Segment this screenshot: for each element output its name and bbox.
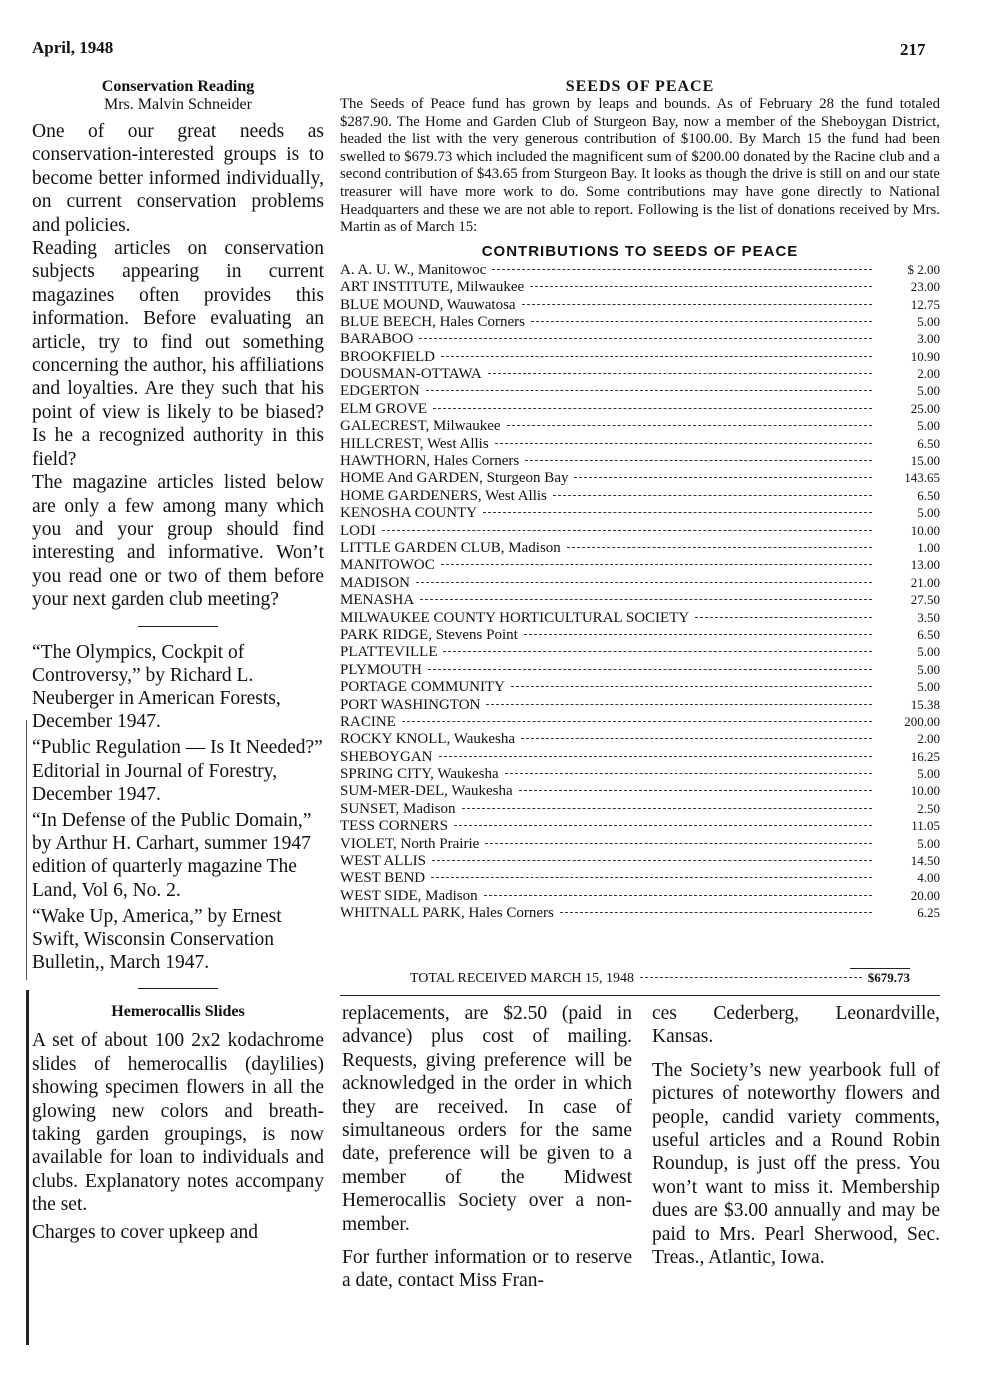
- contribution-row: [340, 436, 940, 453]
- contribution-row: [340, 592, 940, 609]
- article-ref: “Public Regulation — Is It Needed?” Editorial in Journal of Forestry, December 1947.: [32, 737, 323, 805]
- contribution-row: [340, 836, 940, 853]
- leader: [484, 895, 872, 896]
- hemerocallis-body: [32, 1029, 324, 1244]
- leader: [454, 825, 872, 826]
- contributor-name: HOME And GARDEN, Sturgeon Bay: [340, 470, 569, 487]
- leader: [521, 738, 872, 739]
- contribution-row: [340, 627, 940, 644]
- contribution-amount: 11.05: [911, 818, 940, 834]
- leader: [560, 912, 872, 913]
- contribution-amount: 6.25: [917, 905, 940, 921]
- contribution-amount: 5.00: [917, 679, 940, 695]
- contributor-name: LODI: [340, 522, 376, 539]
- contributor-name: WHITNALL PARK, Hales Corners: [340, 905, 554, 922]
- contributor-name: SHEBOYGAN: [340, 748, 433, 765]
- contributions-title: CONTRIBUTIONS TO SEEDS OF PEACE: [481, 242, 799, 260]
- contribution-amount: 12.75: [910, 296, 940, 312]
- contribution-row: [340, 297, 940, 314]
- leader: [488, 373, 872, 374]
- contribution-row: [340, 401, 940, 418]
- contribution-row: [340, 488, 940, 505]
- contribution-amount: 10.00: [910, 783, 940, 799]
- leader: [522, 304, 872, 305]
- contributor-name: HAWTHORN, Hales Corners: [340, 453, 520, 470]
- contribution-row: [340, 731, 940, 748]
- leader: [483, 512, 872, 513]
- hemerocallis-continued: [342, 1002, 632, 1293]
- paragraph: For further information or to reserve a date, contact Miss Fran-: [342, 1247, 632, 1292]
- contributor-name: HILLCREST, West Allis: [340, 435, 489, 452]
- contributor-name: SUNSET, Madison: [340, 800, 456, 817]
- paragraph: ces Cederberg, Leonardville, Kansas.: [652, 1003, 940, 1048]
- leader: [441, 356, 872, 357]
- contributor-name: WEST ALLIS: [340, 853, 426, 870]
- article-ref: “The Olympics, Cockpit of Controversy,” by Richard L. Neuberger in American Forests, December 1947.: [32, 641, 281, 733]
- contribution-row: [340, 662, 940, 679]
- leader: [495, 443, 872, 444]
- contribution-amount: 10.90: [910, 348, 940, 364]
- contributor-name: BLUE MOUND, Wauwatosa: [340, 296, 516, 313]
- leader: [531, 321, 872, 322]
- leader: [462, 808, 872, 809]
- contribution-amount: 10.00: [910, 522, 940, 538]
- total-amount: $679.73: [867, 970, 910, 985]
- page-number: 217: [900, 40, 926, 59]
- contributor-name: KENOSHA COUNTY: [340, 505, 478, 522]
- contribution-amount: 5.00: [917, 644, 940, 660]
- contribution-amount: 2.00: [917, 366, 940, 382]
- contribution-row: [340, 697, 940, 714]
- contribution-row: [340, 575, 940, 592]
- hemerocallis-title: Hemerocallis Slides: [111, 1003, 245, 1021]
- seeds-title: SEEDS OF PEACE: [565, 78, 715, 95]
- leader: [426, 390, 872, 391]
- contribution-row: [340, 279, 940, 296]
- leader: [419, 338, 872, 339]
- contribution-amount: 27.50: [910, 592, 940, 608]
- contribution-row: [340, 679, 940, 696]
- contribution-amount: 5.00: [917, 766, 940, 782]
- contributor-name: BLUE BEECH, Hales Corners: [340, 313, 525, 330]
- contribution-row: [340, 331, 940, 348]
- leader: [505, 773, 872, 774]
- paragraph: A set of about 100 2x2 kodachrome slides of hemerocallis (daylilies) showing specimen flowers in all the glowing new colors and breath-taking garden groupings, is now available for loan to individuals and clubs. Explanatory notes accompany the set.: [32, 1030, 324, 1216]
- divider: [138, 626, 218, 627]
- divider: [340, 995, 940, 996]
- contribution-row: [340, 783, 940, 800]
- leader: [416, 582, 872, 583]
- right-column: [652, 1002, 940, 1269]
- contribution-row: [340, 853, 940, 870]
- contributor-name: DOUSMAN-OTTAWA: [340, 366, 482, 383]
- leader: [640, 977, 862, 978]
- leader: [441, 564, 872, 565]
- page-date: April, 1948: [32, 38, 114, 57]
- contribution-amount: 14.50: [910, 853, 940, 869]
- contribution-amount: $ 2.00: [907, 261, 940, 277]
- contribution-row: [340, 383, 940, 400]
- contribution-row: [340, 818, 940, 835]
- contribution-row: [340, 453, 940, 470]
- contribution-amount: 2.00: [917, 731, 940, 747]
- contribution-amount: 16.25: [910, 748, 940, 764]
- seeds-text: The Seeds of Peace fund has grown by leaps and bounds. As of February 28 the fund totaled $287.90. The Home and Garden Club of Sturgeon Bay, now a member of the Sheboygan District, headed the list with the very generous contribution of $100.00. By March 15 the fund had been swelled to $679.73 which included the magnificent sum of $200.00 donated by the Racine club and a second contribution of $43.65 from Sturgeon Bay. It looks as though the drive is still on and our state treasurer will have more work to do. Some contributions may have gone directly to National Headquarters and these we are not able to report. Following is the list of donations received by Mrs. Martin as of March 15:: [340, 96, 940, 236]
- contributor-name: GALECREST, Milwaukee: [340, 418, 501, 435]
- contribution-amount: 21.00: [910, 574, 940, 590]
- contributor-name: VIOLET, North Prairie: [340, 835, 480, 852]
- article-ref: “Wake Up, America,” by Ernest Swift, Wisconsin Conservation Bulletin,, March 1947.: [32, 905, 282, 974]
- contributor-name: RACINE: [340, 713, 396, 730]
- contribution-amount: 5.00: [917, 418, 940, 434]
- contributor-name: PARK RIDGE, Stevens Point: [340, 626, 518, 643]
- contribution-row: [340, 870, 940, 887]
- total-row: [410, 970, 910, 987]
- contribution-amount: 143.65: [904, 470, 940, 486]
- contribution-amount: 20.00: [910, 887, 940, 903]
- paragraph: replacements, are $2.50 (paid in advance) plus cost of mailing. Requests, giving preference will be acknowledged in the order in which they are received. In case of simultaneous orders for the same date, preference will be given to a member of the Midwest Hemerocallis Society over a non-member.: [342, 1003, 632, 1235]
- leader: [431, 877, 872, 878]
- divider: [138, 988, 218, 989]
- leader: [420, 599, 872, 600]
- leader: [507, 425, 872, 426]
- leader: [485, 843, 872, 844]
- contribution-amount: 5.00: [917, 835, 940, 851]
- contribution-amount: 23.00: [910, 279, 940, 295]
- contribution-amount: 200.00: [904, 713, 940, 729]
- contributor-name: MADISON: [340, 574, 411, 591]
- leader: [432, 860, 872, 861]
- contribution-amount: 25.00: [910, 400, 940, 416]
- contribution-row: [340, 505, 940, 522]
- contribution-amount: 5.00: [917, 383, 940, 399]
- contribution-amount: 2.50: [917, 800, 940, 816]
- paragraph: One of our great needs as conservation-interested groups is to become better informed individually, on current conservation problems and policies.: [32, 121, 324, 236]
- leader: [428, 669, 872, 670]
- contribution-amount: 1.00: [917, 540, 940, 555]
- contribution-row: [340, 314, 940, 331]
- margin-line: [26, 720, 27, 980]
- contributor-name: SUM-MER-DEL, Waukesha: [340, 783, 513, 800]
- leader: [486, 704, 872, 705]
- contribution-row: [340, 366, 940, 383]
- leader: [553, 495, 872, 496]
- leader: [574, 477, 872, 478]
- contribution-amount: 4.00: [917, 870, 940, 886]
- contribution-amount: 6.50: [917, 435, 940, 451]
- contribution-row: [340, 557, 940, 574]
- leader: [382, 530, 872, 531]
- total-rule: [850, 968, 910, 969]
- leader: [443, 651, 872, 652]
- leader: [695, 617, 872, 618]
- leader: [524, 634, 872, 635]
- contributor-name: TESS CORNERS: [340, 818, 448, 835]
- total-label: TOTAL RECEIVED MARCH 15, 1948: [410, 971, 635, 986]
- paragraph: The magazine articles listed below are only a few among many which you and your group should find interesting and informative. Won’t you read one or two of them before your next garden club meeting?: [32, 472, 324, 611]
- contributor-name: PORTAGE COMMUNITY: [340, 679, 505, 696]
- contribution-row: [340, 523, 940, 540]
- contributor-name: WEST BEND: [340, 870, 426, 887]
- contributor-name: MANITOWOC: [340, 557, 435, 574]
- paragraph: Charges to cover upkeep and: [32, 1221, 258, 1243]
- margin-bar: [26, 990, 29, 1345]
- contributor-name: PORT WASHINGTON: [340, 696, 481, 713]
- conservation-body: [32, 120, 324, 612]
- contribution-amount: 3.50: [917, 609, 940, 625]
- contribution-amount: 15.00: [910, 453, 940, 469]
- leader: [492, 269, 872, 270]
- contribution-row: [340, 905, 940, 922]
- seeds-of-peace: [340, 78, 940, 923]
- contributor-name: EDGERTON: [340, 383, 420, 400]
- contribution-row: [340, 888, 940, 905]
- leader: [567, 547, 872, 548]
- conservation-article: [32, 78, 324, 1244]
- contribution-row: [340, 610, 940, 627]
- contributor-name: PLYMOUTH: [340, 661, 422, 678]
- contributor-name: ART INSTITUTE, Milwaukee: [340, 279, 525, 296]
- contributor-name: BARABOO: [340, 331, 414, 348]
- contribution-row: [340, 766, 940, 783]
- contribution-row: [340, 714, 940, 731]
- conservation-title: Conservation Reading: [101, 78, 255, 95]
- leader: [439, 756, 872, 757]
- contribution-row: [340, 470, 940, 487]
- contribution-amount: 5.00: [917, 661, 940, 677]
- contribution-row: [340, 749, 940, 766]
- contributor-name: MENASHA: [340, 592, 415, 609]
- contribution-amount: 5.00: [917, 505, 940, 521]
- contributor-name: ELM GROVE: [340, 400, 428, 417]
- contributor-name: LITTLE GARDEN CLUB, Madison: [340, 540, 561, 556]
- leader: [525, 460, 872, 461]
- contribution-row: [340, 644, 940, 661]
- contribution-amount: 15.38: [910, 696, 940, 712]
- leader: [402, 721, 872, 722]
- paragraph: Reading articles on conservation subjects appearing in current magazines often provides this information. Before evaluating an article, try to find out something concerning the author, his affiliations and loyalties. Are they such that his point of view is likely to be biased? Is he a recognized authority in this field?: [32, 238, 324, 470]
- contribution-row: [340, 262, 940, 279]
- contribution-row: [340, 349, 940, 366]
- yearbook-paragraph: The Society’s new yearbook full of pictures of noteworthy flowers and people, candid variety comments, useful articles and a Round Robin Roundup, is just off the press. You won’t want to miss it. Membership dues are $3.00 annually and may be paid to Mrs. Pearl Sherwood, Sec. Treas., Atlantic, Iowa.: [652, 1059, 940, 1269]
- leader: [511, 686, 872, 687]
- leader: [519, 790, 872, 791]
- contribution-amount: 6.50: [917, 487, 940, 503]
- contributor-name: HOME GARDENERS, West Allis: [340, 487, 547, 504]
- contributor-name: A. A. U. W., Manitowoc: [340, 261, 487, 278]
- article-ref: “In Defense of the Public Domain,” by Arthur H. Carhart, summer 1947 edition of quarterly magazine The Land, Vol 6, No. 2.: [32, 809, 312, 901]
- contributor-name: ROCKY KNOLL, Waukesha: [340, 731, 516, 748]
- contribution-row: [340, 801, 940, 818]
- contributor-name: WEST SIDE, Madison: [340, 887, 478, 904]
- contribution-amount: 5.00: [917, 313, 940, 329]
- contribution-row: [340, 540, 940, 557]
- contributor-name: SPRING CITY, Waukesha: [340, 766, 499, 783]
- leader: [530, 286, 872, 287]
- contributor-name: PLATTEVILLE: [340, 644, 438, 661]
- contribution-amount: 13.00: [910, 557, 940, 573]
- contribution-amount: 3.00: [917, 331, 940, 347]
- contribution-amount: 6.50: [917, 626, 940, 642]
- contributor-name: BROOKFIELD: [340, 348, 436, 365]
- contributor-name: MILWAUKEE COUNTY HORTICULTURAL SOCIETY: [340, 609, 690, 626]
- contribution-row: [340, 418, 940, 435]
- leader: [433, 408, 872, 409]
- conservation-author: Mrs. Malvin Schneider: [104, 96, 252, 113]
- contributions-list: [340, 262, 940, 923]
